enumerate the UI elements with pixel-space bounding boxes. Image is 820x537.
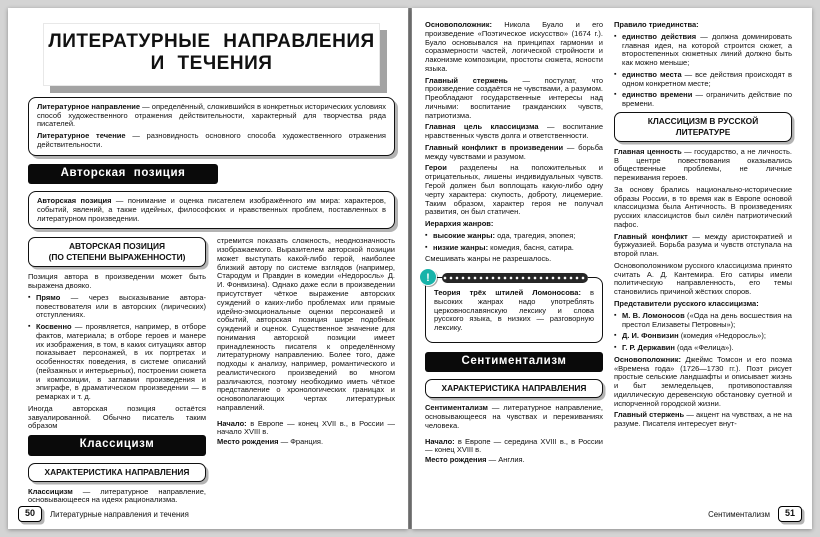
bullet-text: («Ода на день восшествия на престол Елизаветы Петровны»);	[622, 310, 792, 329]
bullet-text: — через высказывание автора-повествователя или в авторских (лирических) отступлениях.	[36, 292, 206, 320]
exclamation-icon: !	[419, 268, 437, 286]
origin-place	[217, 438, 395, 447]
origin-term: Место рождения	[217, 437, 279, 447]
paragraph-text: — между аристократией и буржуазией. Борьба разума и чувств отступала на второй план.	[614, 231, 792, 259]
paragraph-term: Главный стержень	[614, 410, 685, 420]
definition-literary-direction	[37, 103, 386, 129]
paragraph-term: Главная цель классицизма	[425, 122, 539, 132]
page-right	[412, 8, 812, 529]
paragraph-national-images	[614, 186, 792, 230]
bullet-text: ода, трагедия, эпопея;	[494, 230, 576, 240]
definition-term: Литературное направление	[37, 101, 141, 111]
origin-block-sentimentalism	[425, 438, 603, 465]
genre-note: Смешивать жанры не разрешалось.	[425, 254, 552, 264]
paragraph-term: Главный конфликт в произведении	[425, 142, 564, 152]
origin-text: — Англия.	[486, 455, 525, 465]
hierarchy-title: Иерархия жанров:	[425, 219, 494, 229]
origin-start	[217, 420, 395, 438]
bullet-item-indirect	[28, 323, 206, 402]
paragraph-core	[425, 77, 603, 121]
paragraph: Позиция автора в произведении может быть выражена двояко.	[28, 272, 206, 290]
bullet-term: Косвенно	[36, 322, 72, 332]
paragraph-term: Основоположник:	[614, 354, 681, 364]
bullet-text: — должна доминировать главная идея, на которой строится сюжет, а второстепенных сюжетных линий должно быть как можно меньше;	[622, 31, 793, 68]
origin-term: Начало:	[217, 418, 247, 428]
left-page-column-2	[217, 237, 395, 508]
paragraph-text: За основу брались национально-исторические образы России, в то время как в Европе основой классицизма была Античность. В произведениях русских классицистов был силён патриотический пафос.	[614, 184, 792, 229]
right-page-columns	[425, 21, 792, 466]
paragraph-main-value	[614, 148, 792, 183]
bullet-item-unity-place	[614, 71, 792, 89]
page-title-box	[43, 23, 381, 86]
title-line-1: ЛИТЕРАТУРНЫЕ НАПРАВЛЕНИЯ	[48, 31, 375, 52]
paragraph-text: — акцент на чувствах, а не на разуме. Писателя интересует внут-	[614, 410, 792, 429]
origin-text: в Европе — конец XVII в., в России — начало XVIII в.	[217, 418, 395, 437]
left-page-columns	[28, 237, 395, 508]
origin-text: — Франция.	[278, 437, 324, 447]
definition-term: Сентиментализм	[425, 403, 488, 413]
paragraph: Иногда авторская позиция остаётся завуалированной. Обычно писатель таким образом	[28, 403, 206, 431]
definition-text: — понимание и оценка писателем изображённого им мира: характеров, событий, явлений, а также идейных, философских и нравственных проблем, поставленных в литературном произведении.	[37, 196, 387, 223]
section-banner-classicism: Классицизм	[28, 435, 206, 455]
footer-right	[426, 506, 802, 522]
definition-text: — литературное направление, основывающееся на идеях рационализма.	[28, 486, 206, 505]
bullet-term: высокие жанры:	[433, 230, 495, 240]
definition-classicism	[28, 488, 206, 506]
dotted-strip	[442, 273, 588, 283]
definition-text: — разновидность основного способа художественного отражения действительности.	[37, 131, 386, 149]
bullet-item-unity-action	[614, 33, 792, 68]
bullet-item-high-genres	[425, 232, 603, 241]
paragraph-text: разделены на положительных и отрицательных, лишены индивидуальных чувств. Герой должен был воплощать какую-либо одну черту характера: скупость, доброту, лицемерие. Таким образом, характер героя не получал развития, он был статичен.	[425, 163, 603, 217]
paragraph-goal	[425, 123, 603, 141]
left-page-column-1	[28, 237, 206, 508]
bullet-item-lomonosov	[614, 312, 792, 330]
definition-term: Литературное течение	[37, 131, 126, 141]
paragraph-term: Главный конфликт	[614, 231, 688, 241]
bullet-term: Прямо	[36, 292, 61, 302]
bullet-item-low-genres	[425, 244, 603, 253]
paragraph-term: Главный стержень	[425, 75, 508, 85]
note-text	[434, 289, 594, 333]
bullet-text: — проявляется, например, в отборе фактов, материала; в отборе героев и манере их изображения, в том, в каких ситуациях автор показывает персонажей, в их портретах и особенностях поведения, в системе описаний (пейзажных и интерьерных), построении сюжета и композиции, в заглавии произведения и эпиграфе, в драматическом произведении — в ремарках и т. д.	[36, 322, 206, 402]
paragraph-text: — постулат, что произведение создаётся не чувствами, а разумом. Преобладают государственные интересы над личными: воспитание гражданских чувств, патриотизма.	[425, 75, 603, 120]
paragraph-text: Никола Буало и его произведение «Поэтическое искусство» (1674 г.). Буало основывался на принципах гармонии и соразмерности частей, логической стройности и лаконизме композиции, простоты сюжета, ясности языка.	[425, 20, 603, 73]
bullet-term: Д. И. Фонвизин	[622, 331, 679, 341]
paragraph-term: Герои	[425, 163, 447, 173]
triad-title: Правило триединства:	[614, 20, 699, 29]
paragraph-text: — воспитание нравственных чувств долга и ответственности.	[425, 122, 603, 141]
bullet-item-derzhavin	[614, 344, 792, 353]
bullet-text: (ода «Фелица»).	[674, 343, 734, 353]
paragraph-text: Джеймс Томсон и его поэма «Времена года» (1726—1730 гг.). Поэт рисует простые сельские ландшафты и описывает жизнь и быт земледельцев, противопоставляя идиллическую деревенскую обстановку суетной и испорченной городской жизни.	[614, 354, 792, 408]
bullet-text: — все действия происходят в одном конкретном месте;	[622, 69, 792, 88]
subheader-line-1: КЛАССИЦИЗМ В РУССКОЙ	[647, 115, 759, 126]
definition-term: Авторская позиция	[37, 196, 112, 206]
paragraph-heroes	[425, 164, 603, 217]
bullet-term: Г. Р. Державин	[622, 343, 675, 353]
definition-text: — определённый, сложившийся в конкретных исторических условиях способ художественного отражения действительности, характерный для творчества ряда писателей.	[37, 101, 386, 129]
subheader-line-2: ЛИТЕРАТУРЕ	[675, 126, 731, 137]
definition-text: — литературное направление, основывающееся на чувствах и переживаниях человека.	[425, 403, 603, 430]
subheader-classicism-russian	[614, 112, 792, 142]
section-banner-author-position: Авторская позиция	[28, 164, 218, 184]
bullet-term: единство времени	[622, 90, 693, 100]
definition-sentimentalism	[425, 404, 603, 430]
bullet-text: — ограничить действие по времени.	[622, 90, 793, 109]
bullet-text: (комедия «Недоросль»);	[678, 331, 766, 341]
note-body: в высоких жанрах надо употреблять церковнославянскую лексику и слова русского языка, в низких — разговорную лексику.	[434, 288, 594, 333]
representatives-title: Представители русского классицизма:	[614, 298, 759, 308]
bullet-term: единство места	[622, 69, 682, 79]
origin-term: Место рождения	[425, 455, 487, 465]
author-position-definition-box	[28, 191, 395, 229]
paragraph-thomson	[614, 356, 792, 409]
paragraph-conflict	[425, 144, 603, 162]
paragraph-continuation: стремится показать сложность, неоднозначность изображаемого. Выразителем авторской позиции может выступать какой-либо герой, наиболее близкий автору по системе взглядов (например, Стародум и Правдин в комедии «Недоросль» Д. И. Фонвизина). Однако даже если в произведении присутствует чёткое выражение авторских суждений о каких-либо проблемах или прямые идейно-эмоциональные оценки персонажей и событий, авторская позиция шире подобных суждений и оценок. Существенное значение для понимания авторской позиции имеет принадлежность писателя к определённому литературному направлению. Более того, даже подходы к анализу, например, романтического и реалистического произведений во многом различаются, поэтому необходимо иметь чёткое представление о хронологических границах и основополагающих чертах литературных направлений.	[217, 236, 395, 412]
intro-definitions-box	[28, 97, 395, 156]
subheader-characteristic: ХАРАКТЕРИСТИКА НАПРАВЛЕНИЯ	[425, 379, 603, 398]
subheader-author-position-degree	[28, 237, 206, 267]
bullet-term: М. В. Ломоносов	[622, 310, 685, 320]
title-line-2: И ТЕЧЕНИЯ	[150, 53, 273, 75]
bullet-term: низкие жанры:	[433, 242, 489, 252]
paragraph-sent-core	[614, 411, 792, 429]
bullet-item-unity-time	[614, 91, 792, 109]
page-number: 50	[18, 506, 42, 522]
origin-start	[425, 438, 603, 456]
bullet-term: единство действия	[622, 31, 697, 41]
subheader-characteristic: ХАРАКТЕРИСТИКА НАПРАВЛЕНИЯ	[28, 463, 206, 482]
bullet-text: комедия, басня, сатира.	[488, 242, 574, 252]
origin-text: в Европе — середина XVIII в., в России — конец XVIII в.	[425, 436, 603, 455]
page-number: 51	[778, 506, 802, 522]
book-spread	[8, 8, 812, 529]
paragraph-main-conflict	[614, 233, 792, 259]
running-title: Литературные направления и течения	[50, 509, 189, 519]
origin-place	[425, 456, 603, 465]
page-left	[8, 8, 408, 529]
definition-term: Классицизм	[28, 486, 73, 496]
paragraph-founder	[425, 21, 603, 74]
paragraph-text: — государство, а не личность. В центре повествования оказывались общественные проблемы, не личные переживания героев.	[614, 146, 792, 183]
subheader-line-2: (ПО СТЕПЕНИ ВЫРАЖЕННОСТИ)	[48, 252, 186, 263]
note-box-three-styles	[425, 272, 603, 343]
paragraph-kantemir	[614, 262, 792, 297]
running-title: Сентиментализм	[708, 509, 770, 519]
definition-author-position	[37, 197, 386, 223]
paragraph-text: — борьба между чувствами и разумом.	[425, 142, 603, 161]
subheader-line-1: АВТОРСКАЯ ПОЗИЦИЯ	[68, 241, 166, 252]
definition-literary-movement	[37, 132, 386, 150]
footer-left	[18, 506, 394, 522]
bullet-item-direct	[28, 294, 206, 320]
right-page-column-2	[614, 21, 792, 466]
bullet-item-fonvizin	[614, 332, 792, 341]
paragraph-term: Основоположник:	[425, 20, 492, 29]
origin-term: Начало:	[425, 436, 455, 446]
paragraph-text: Основоположником русского классицизма принято считать А. Д. Кантемира. Его сатиры имели политическую направленность, его темы становились причиной жёстких споров.	[614, 260, 792, 297]
note-term: Теория трёх штилей Ломоносова:	[434, 288, 581, 298]
section-banner-sentimentalism: Сентиментализм	[425, 352, 603, 372]
paragraph-term: Главная ценность	[614, 146, 682, 156]
origin-block-classicism	[217, 420, 395, 447]
right-page-column-1	[425, 21, 603, 466]
